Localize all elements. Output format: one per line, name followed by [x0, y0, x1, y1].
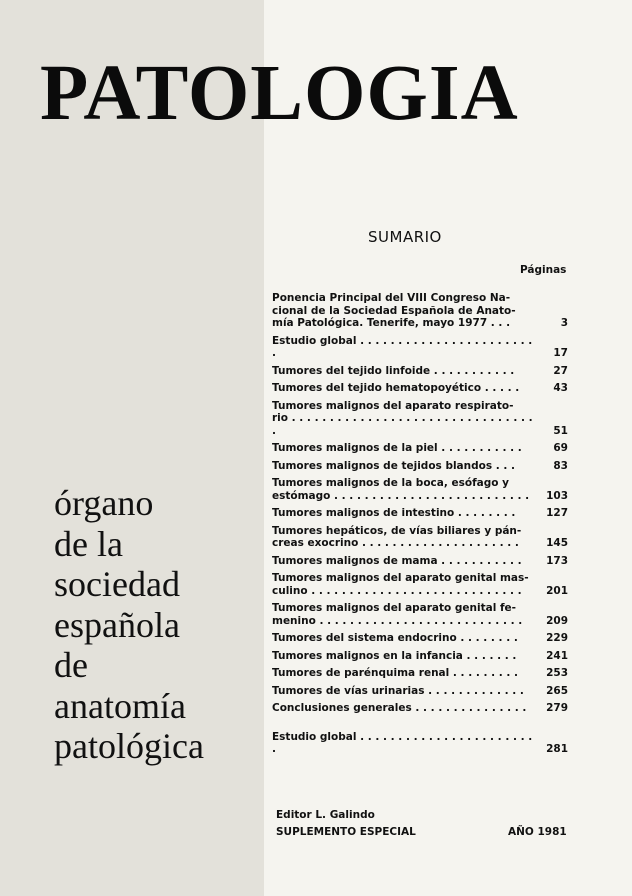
toc-entry-page: 43: [553, 382, 568, 394]
toc-entry: [272, 477, 570, 502]
toc-entry: [272, 525, 570, 550]
journal-subtitle: [54, 483, 264, 767]
supplement-label: SUPLEMENTO ESPECIAL: [276, 826, 416, 838]
toc-entry-page: 173: [546, 554, 568, 567]
pages-column-label: Páginas: [520, 264, 567, 276]
toc-entry-title: Tumores malignos de la piel . . . . . . . . . . .: [272, 442, 522, 454]
toc-entry-page: 209: [546, 614, 568, 627]
toc-entry: [272, 365, 570, 378]
toc-entry-title: Tumores malignos del aparato genital fe- menino . . . . . . . . . . . . . . . . . . . . . . . . . . .: [272, 602, 523, 627]
toc-entry-page: 83: [553, 459, 568, 472]
toc-entry-title: Tumores del sistema endocrino . . . . . . . .: [272, 632, 518, 644]
toc-entry-title: Estudio global . . . . . . . . . . . . . . . . . . . . . . . .: [272, 730, 533, 755]
toc-entry: [272, 572, 570, 597]
toc-entry-title: Tumores malignos de la boca, esófago y estómago . . . . . . . . . . . . . . . . . . . . . . . . . .: [272, 477, 530, 502]
toc-entry-title: Tumores de vías urinarias . . . . . . . . . . . . .: [272, 684, 524, 697]
subtitle-line: española: [54, 604, 180, 645]
toc-entry-page: 201: [546, 584, 568, 597]
toc-entry-page: 17: [553, 347, 568, 359]
toc-entry-page: 279: [546, 702, 568, 714]
subtitle-line: órgano: [54, 483, 154, 523]
toc-entry-title: Tumores malignos en la infancia . . . . . . .: [272, 649, 517, 662]
toc-entry: [272, 702, 570, 715]
subtitle-line: sociedad: [54, 564, 180, 604]
toc-entry: [272, 602, 570, 627]
toc-entry-page: 241: [546, 649, 568, 662]
toc-entry-page: 145: [546, 537, 568, 549]
toc-entry-title: Tumores malignos de intestino . . . . . . . .: [272, 507, 516, 519]
publication-year: AÑO 1981: [508, 826, 567, 838]
toc-entry: [272, 382, 570, 395]
toc-entry-page: 229: [546, 632, 568, 644]
subtitle-line: de la: [54, 523, 123, 564]
toc-entry-page: 127: [546, 507, 568, 519]
toc-entry-title: Tumores del tejido linfoide . . . . . . . . . . .: [272, 364, 515, 377]
subtitle-line: de: [54, 645, 88, 685]
table-of-contents: [272, 292, 570, 761]
toc-entry: [272, 335, 570, 360]
toc-entry: [272, 685, 570, 698]
toc-entry-title: Tumores malignos de mama . . . . . . . . . . .: [272, 554, 522, 567]
toc-entry-title: Tumores del tejido hematopoyético . . . . .: [272, 382, 520, 394]
toc-entry: [272, 292, 570, 330]
toc-entry-page: 253: [546, 667, 568, 679]
toc-entry: [272, 460, 570, 473]
toc-entry-page: 265: [546, 684, 568, 697]
journal-title: PATOLOGIA: [40, 50, 519, 137]
toc-entry-page: 27: [553, 364, 568, 377]
subtitle-line: patológica: [54, 726, 204, 766]
summary-heading: SUMARIO: [368, 228, 442, 246]
toc-entry-title: Tumores malignos de tejidos blandos . . .: [272, 459, 516, 472]
toc-entry: [272, 667, 570, 680]
toc-entry-page: 281: [546, 743, 568, 755]
toc-entry: [272, 731, 570, 756]
toc-entry: [272, 632, 570, 645]
toc-entry-page: 51: [553, 424, 568, 437]
toc-entry-page: 103: [546, 489, 568, 502]
toc-entry: [272, 400, 570, 438]
toc-entry-title: Ponencia Principal del VIII Congreso Na- cional de la Sociedad Española de Anato- mía Patológica. Tenerife, mayo 1977 . . .: [272, 292, 516, 329]
toc-entry: [272, 555, 570, 568]
toc-entry-page: 3: [560, 317, 568, 329]
toc-entry-title: Tumores malignos del aparato genital mas- culino . . . . . . . . . . . . . . . . . . . . . . . . . . . .: [272, 572, 529, 597]
toc-entry-page: 69: [553, 442, 568, 454]
toc-entry-title: Tumores de parénquima renal . . . . . . . . .: [272, 667, 519, 679]
editor-credit: Editor L. Galindo: [276, 809, 375, 821]
toc-entry-title: Tumores hepáticos, de vías biliares y pán- creas exocrino . . . . . . . . . . . . . . . . . . . . .: [272, 524, 522, 549]
toc-entry: [272, 507, 570, 520]
toc-entry-title: Estudio global . . . . . . . . . . . . . . . . . . . . . . . .: [272, 334, 533, 359]
toc-entry: [272, 442, 570, 455]
toc-entry: [272, 650, 570, 663]
toc-entry-title: Tumores malignos del aparato respirato- rio . . . . . . . . . . . . . . . . . . . . . . . . . . . . . . . . .: [272, 399, 533, 437]
subtitle-line: anatomía: [54, 685, 186, 726]
toc-entry-title: Conclusiones generales . . . . . . . . . . . . . . .: [272, 702, 527, 714]
